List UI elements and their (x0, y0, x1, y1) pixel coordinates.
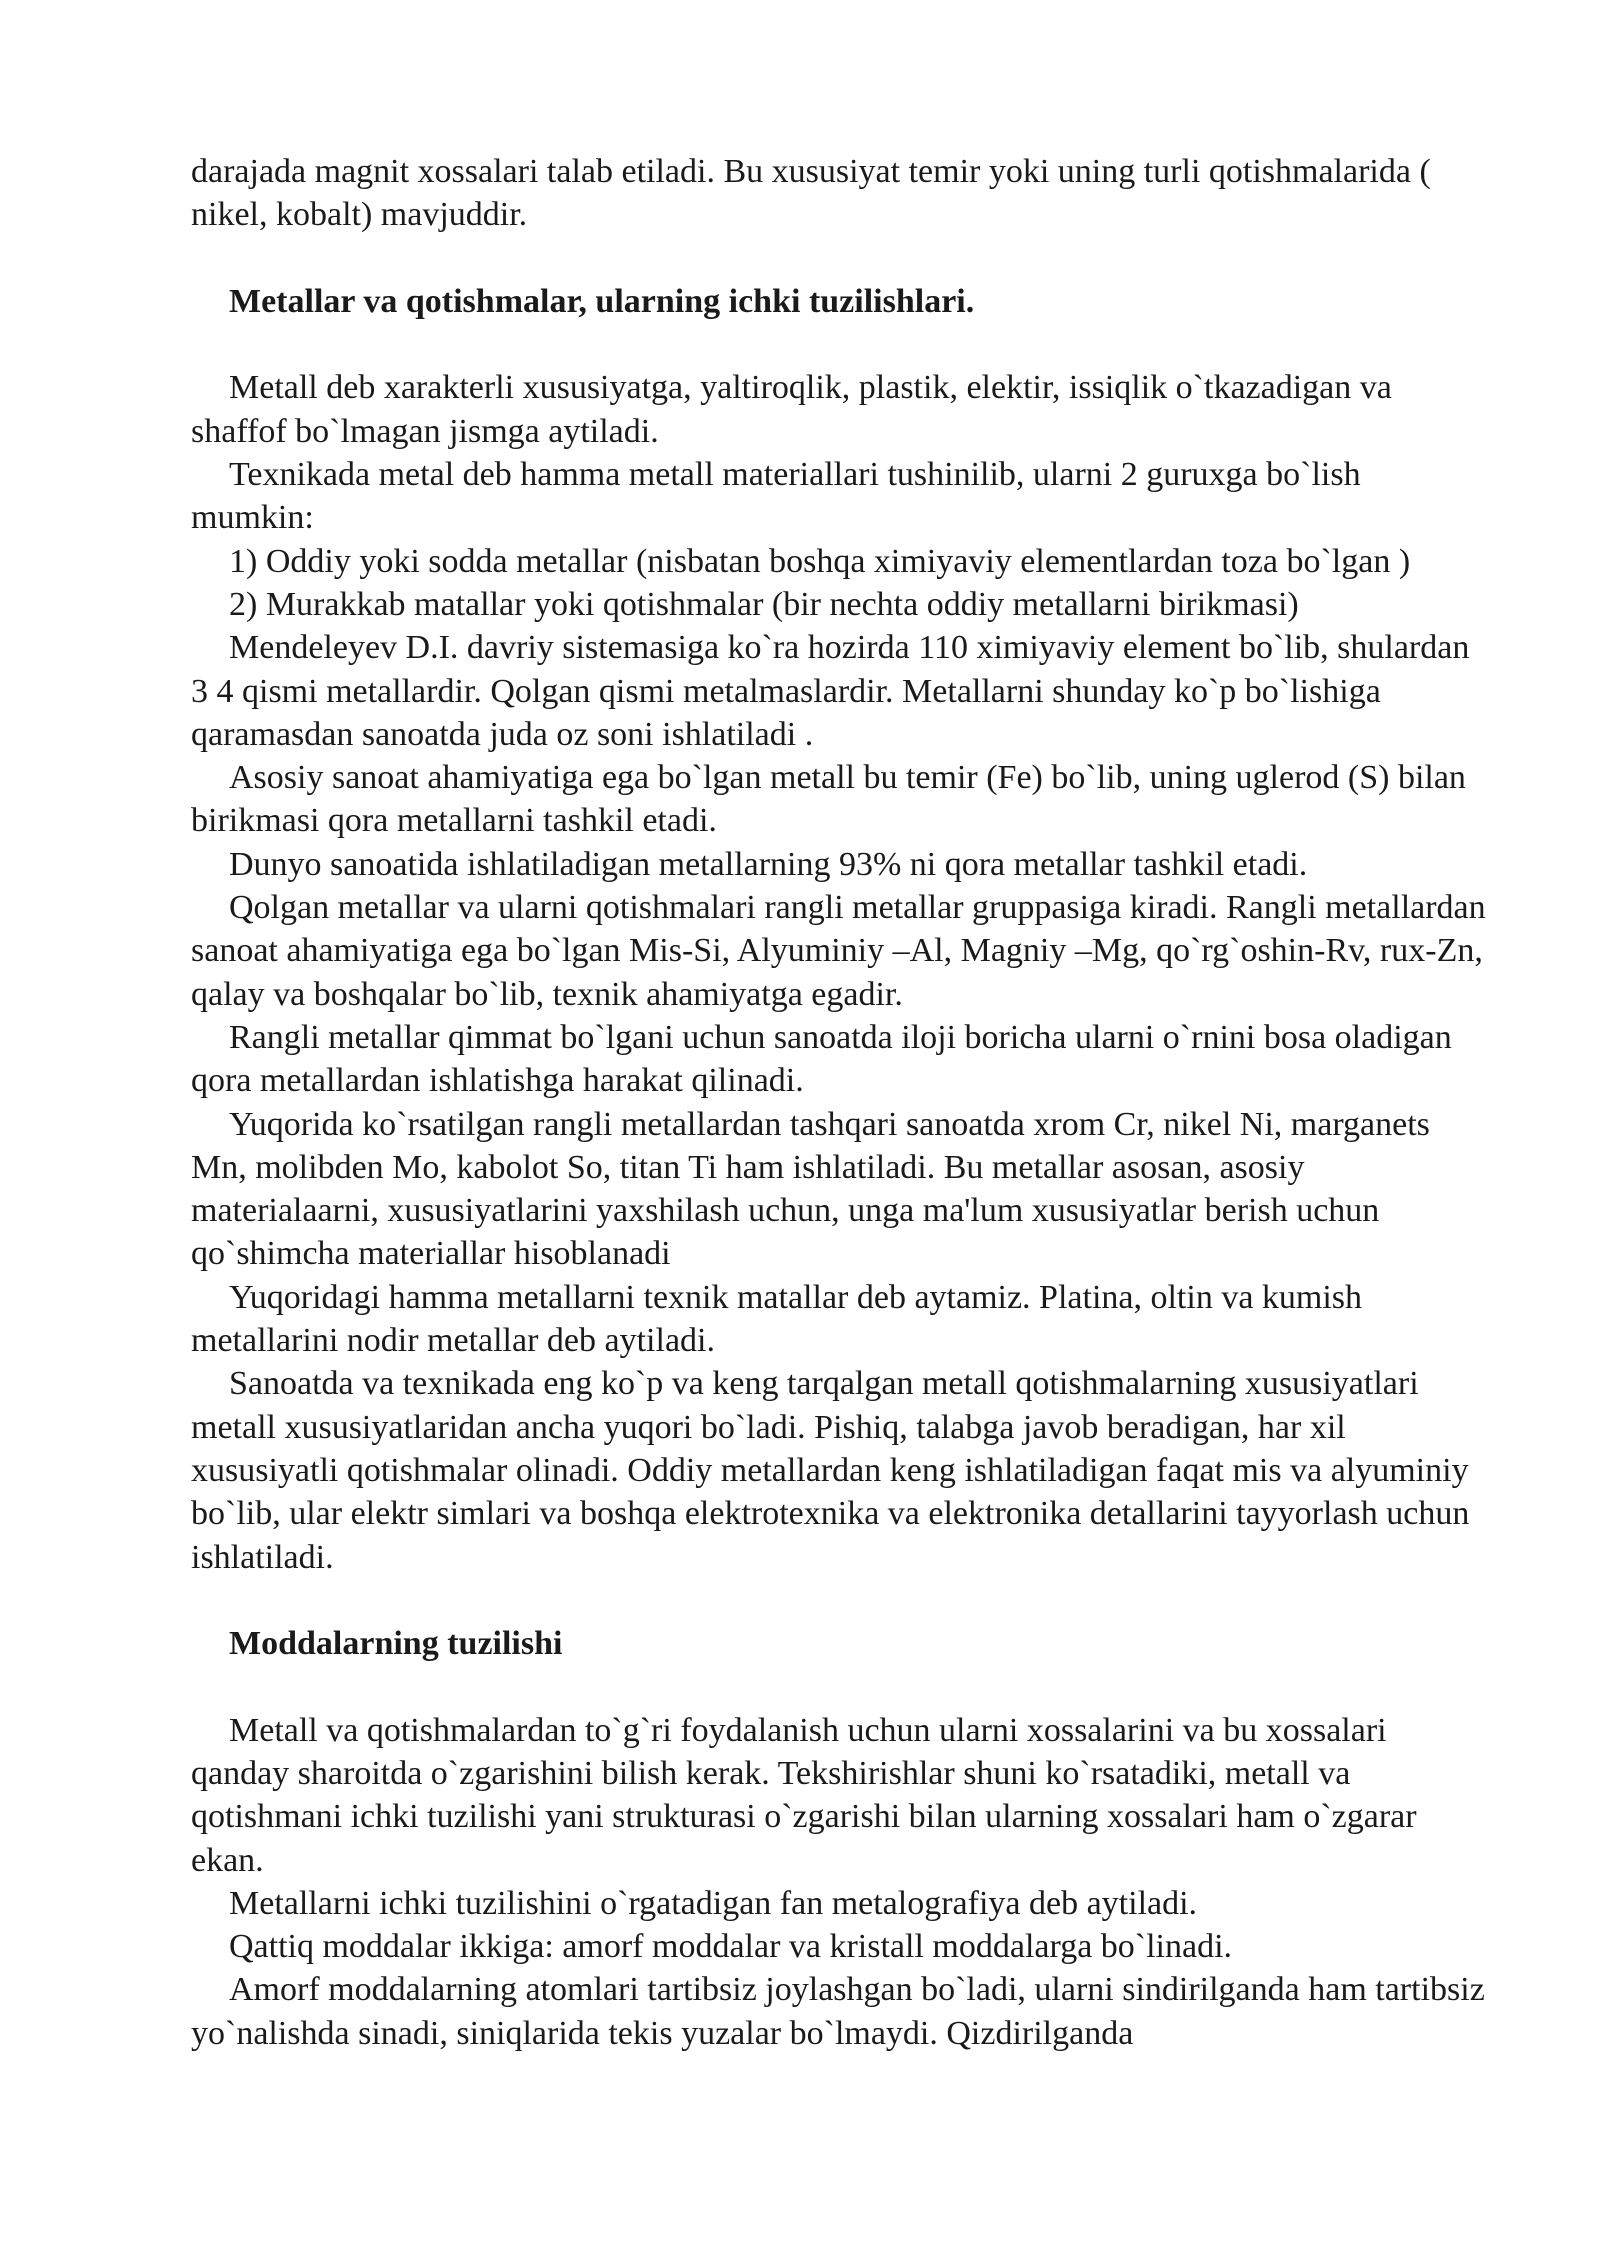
paragraph: Metallarni ichki tuzilishini o`rgatadigan fan metalografiya deb aytiladi. (229, 1884, 1198, 1922)
list-item: 1) Oddiy yoki sodda metallar (nisbatan boshqa ximiyaviy elementlardan toza bo`lgan ) (229, 542, 1411, 580)
paragraph: Dunyo sanoatida ishlatiladigan metallarning 93% ni qora metallar tashkil etadi. (229, 845, 1308, 883)
paragraph: Metall deb xarakterli xususiyatga, yaltiroqlik, plastik, elektir, issiqlik o`tkazadigan va shaffof bo`lmagan jismga aytiladi. (191, 369, 1392, 450)
paragraph: Yuqoridagi hamma metallarni texnik matallar deb aytamiz. Platina, oltin va kumish metallarini nodir metallar deb aytiladi. (191, 1278, 1363, 1360)
paragraph: Qattiq moddalar ikkiga: amorf moddalar va kristall moddalarga bo`linadi. (229, 1928, 1233, 1966)
paragraph: Asosiy sanoat ahamiyatiga ega bo`lgan metall bu temir (Fe) bo`lib, uning uglerod (S) bilan birikmasi qora metallarni tashkil etadi. (191, 759, 1466, 840)
list-item: 2) Murakkab matallar yoki qotishmalar (bir nechta oddiy metallarni birikmasi) (229, 585, 1299, 623)
paragraph: Amorf moddalarning atomlari tartibsiz joylashgan bo`ladi, ularni sindirilganda ham tartibsiz yo`nalishda sinadi, siniqlarida tekis yuzalar bo`lmaydi. Qizdirilganda (191, 1971, 1485, 2052)
paragraph: Metall va qotishmalardan to`g`ri foydalanish uchun ularni xossalarini va bu xossalari qanday sharoitda o`zgarishini bilish kerak. Tekshirishlar shuni ko`rsatadiki, metall va qotishmani ichki tuzilishi yani strukturasi o`zgarishi bilan ularning xossalari ham o`zgarar ekan. (191, 1711, 1417, 1879)
section-heading-structure: Moddalarning tuzilishi (229, 1625, 563, 1663)
paragraph: Sanoatda va texnikada eng ko`p va keng tarqalgan metall qotishmalarning xususiyatlari metall xususiyatlaridan ancha yuqori bo`ladi. Pishiq, talabga javob beradigan, har xil xususiyatli qotishmalar olinadi. Oddiy metallardan keng ishlatiladigan faqat mis va alyuminiy bo`lib, ular elektr simlari va boshqa elektrotexnika va elektronika detallarini tayyorlash uchun ishlatiladi. (191, 1365, 1470, 1576)
section-heading-metals: Metallar va qotishmalar, ularning ichki tuzilishlari. (229, 282, 975, 320)
paragraph: Rangli metallar qimmat bo`lgani uchun sanoatda iloji boricha ularni o`rnini bosa oladigan qora metallardan ishlatishga harakat qilinadi. (191, 1018, 1452, 1100)
intro-paragraph: darajada magnit xossalari talab etiladi. Bu xususiyat temir yoki uning turli qotishmalarida ( nikel, kobalt) mavjuddir. (191, 153, 1431, 234)
paragraph: Texnikada metal deb hamma metall materiallari tushinilib, ularni 2 guruxga bo`lish mumkin: (191, 456, 1361, 537)
page-content (191, 150, 1491, 2055)
spacer (191, 237, 1491, 280)
spacer (191, 1665, 1491, 1708)
spacer (191, 1579, 1491, 1622)
paragraph: Yuqorida ko`rsatilgan rangli metallardan tashqari sanoatda xrom Cr, nikel Ni, marganets Mn, molibden Mo, kabolot So, titan Ti ham ishlatiladi. Bu metallar asosan, asosiy materialaarni, xususiyatlarini yaxshilash uchun, unga ma'lum xususiyatlar berish uchun qo`shimcha materiallar hisoblanadi (191, 1105, 1430, 1273)
spacer (191, 323, 1491, 366)
paragraph: Mendeleyev D.I. davriy sistemasiga ko`ra hozirda 110 ximiyaviy element bo`lib, shulardan 3 4 qismi metallardir. Qolgan qismi metalmaslardir. Metallarni shunday ko`p bo`lishiga qaramasdan sanoatda juda oz soni ishlatiladi . (191, 629, 1470, 753)
paragraph: Qolgan metallar va ularni qotishmalari rangli metallar gruppasiga kiradi. Rangli metallardan sanoat ahamiyatiga ega bo`lgan Mis-Si, Alyuminiy –Al, Magniy –Mg, qo`rg`oshin-Rv, rux-Zn, qalay va boshqalar bo`lib, texnik ahamiyatga egadir. (191, 889, 1486, 1013)
